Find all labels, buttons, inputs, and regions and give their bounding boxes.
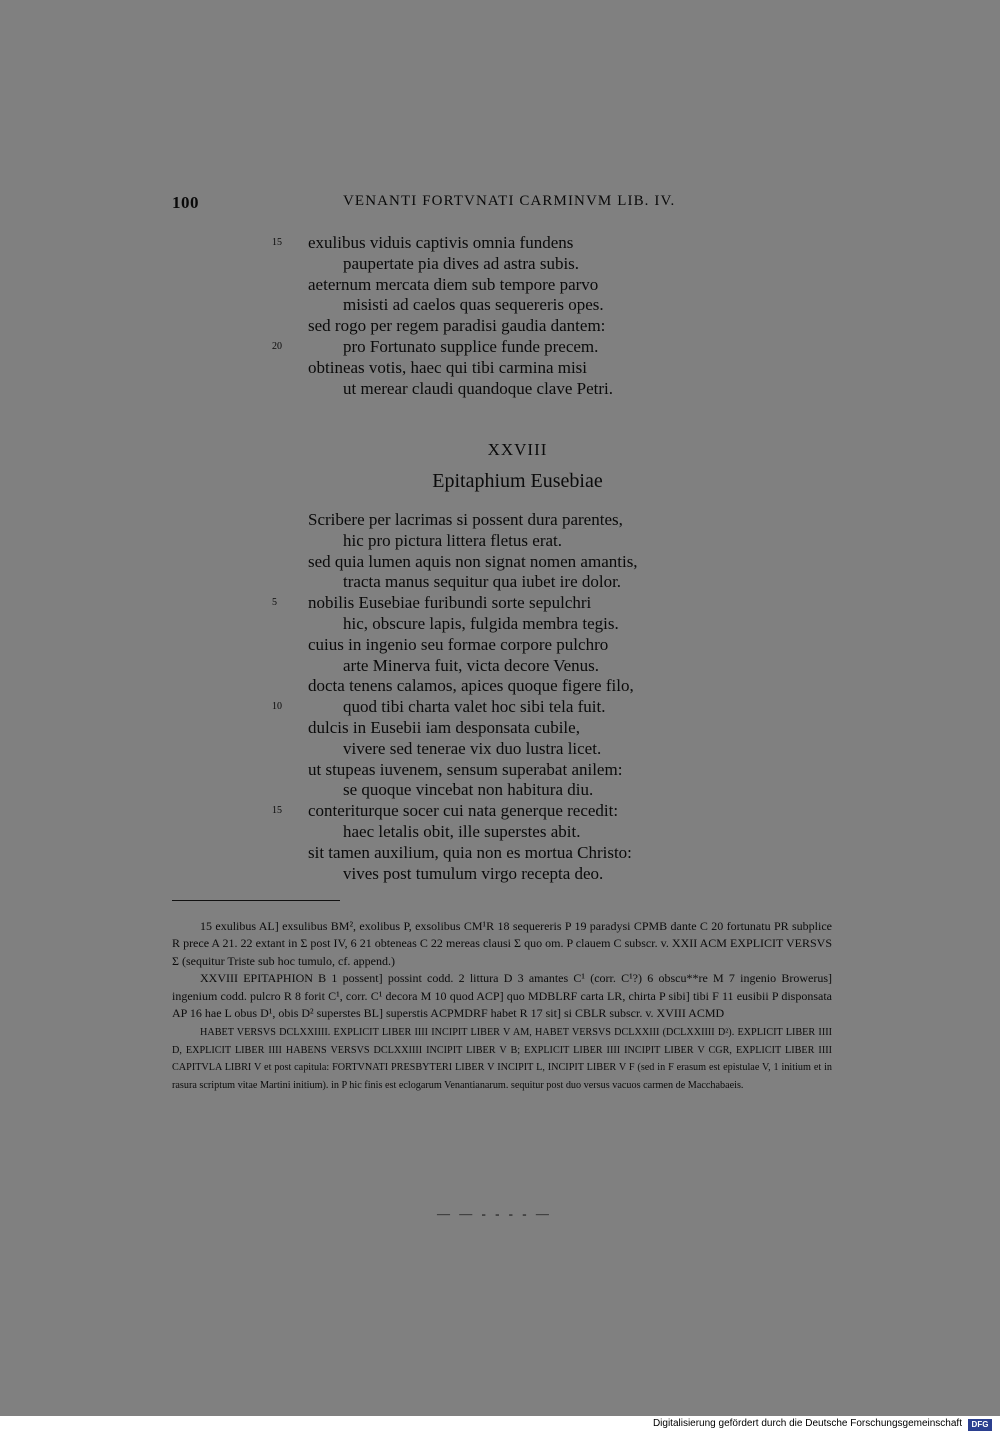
verse-text: docta tenens calamos, apices quoque figere filo,: [308, 676, 634, 696]
verse-text: se quoque vincebat non habitura diu.: [343, 780, 594, 800]
verse-line: [272, 572, 772, 593]
verse-line: [272, 739, 772, 760]
verse-line: [272, 718, 772, 739]
verse-line: [272, 614, 772, 635]
verse-text: sed rogo per regem paradisi gaudia dantem:: [308, 316, 606, 336]
verse-line: [272, 697, 772, 718]
apparatus-paragraph: XXVIII EPITAPHION B 1 possent] possint codd. 2 littura D 3 amantes C¹ (corr. C¹?) 6 obscu**re M 7 ingenio Browerus] ingenium codd. pulcro R 8 forit C¹, corr. C¹ decora M 10 quod ACP] quo MDBLRF carta LR, chirta P sibi] tibi F 11 eusibii P disponsata AP 16 hae L obus D¹, obis D² superstes BL] superstis ACPMDRF habet R 17 sit] si CBLR subscr. v. XVIII ACMD: [172, 971, 832, 1021]
verse-text: tracta manus sequitur qua iubet ire dolor.: [343, 572, 622, 592]
verse-block-top: [272, 233, 772, 399]
line-number: 20: [272, 340, 282, 352]
dfg-logo-icon: DFG: [968, 1419, 992, 1431]
line-number: 10: [272, 701, 282, 713]
verse-text: aeternum mercata diem sub tempore parvo: [308, 274, 599, 294]
verse-line: [272, 254, 772, 275]
verse-line: [272, 843, 772, 864]
verse-line: [272, 233, 772, 254]
verse-text: sed quia lumen aquis non signat nomen amantis,: [308, 551, 638, 571]
verse-text: sit tamen auxilium, quia non es mortua Christo:: [308, 842, 632, 862]
verse-text: arte Minerva fuit, victa decore Venus.: [343, 655, 600, 675]
poem-title: Epitaphium Eusebiae: [432, 470, 603, 492]
verse-text: paupertate pia dives ad astra subis.: [343, 253, 580, 273]
poem-number: XXVIII: [487, 440, 548, 459]
verse-line: [272, 801, 772, 822]
verse-line: [272, 531, 772, 552]
verse-text: dulcis in Eusebii iam desponsata cubile,: [308, 717, 580, 737]
verse-line: [272, 635, 772, 656]
verse-line: [272, 358, 772, 379]
verse-line: [272, 510, 772, 531]
verse-text: haec letalis obit, ille superstes abit.: [343, 821, 581, 841]
verse-line: [272, 316, 772, 337]
apparatus-paragraph: 15 exulibus AL] exsulibus BM², exolibus P, exsolibus CM¹R 18 sequereris P 19 paradysi CPMB dante C 20 fortunatu PR subplice R prece A 21. 22 extant in Σ post IV, 6 21 obteneas C 22 mereas clausi Σ quo om. P clauem C subscr. v. XXII ACM EXPLICIT VERSVS Σ (sequitur Triste sub hoc tumulo, cf. append.): [172, 919, 832, 968]
verse-text: vives post tumulum virgo recepta deo.: [343, 863, 604, 883]
critical-apparatus: [172, 918, 832, 1094]
verse-line: [272, 552, 772, 573]
credit-bar: [0, 1416, 1000, 1434]
verse-text: obtineas votis, haec qui tibi carmina misi: [308, 357, 588, 377]
verse-line: [272, 275, 772, 296]
verse-text: exulibus viduis captivis omnia fundens: [308, 233, 574, 252]
verse-block-poem: [272, 510, 772, 884]
verse-text: ut stupeas iuvenem, sensum superabat anilem:: [308, 759, 623, 779]
verse-line: [272, 295, 772, 316]
verse-line: [272, 864, 772, 885]
footnote-rule: [172, 900, 340, 901]
verse-text: ut merear claudi quandoque clave Petri.: [343, 378, 613, 398]
verse-text: vivere sed tenerae vix duo lustra licet.: [343, 738, 602, 758]
verse-line: [272, 760, 772, 781]
page-number: 100: [172, 193, 199, 212]
line-number: 15: [272, 237, 282, 248]
verse-line: [272, 780, 772, 801]
verse-text: misisti ad caelos quas sequereris opes.: [343, 295, 604, 315]
credit-text: Digitalisierung gefördert durch die Deutsche Forschungsgemeinschaft: [652, 1418, 962, 1429]
verse-line: [272, 337, 772, 358]
verse-text: nobilis Eusebiae furibundi sorte sepulchri: [308, 593, 592, 613]
verse-text: Scribere per lacrimas si possent dura parentes,: [308, 510, 623, 529]
verse-text: hic, obscure lapis, fulgida membra tegis.: [343, 613, 619, 633]
line-number: 5: [272, 597, 277, 609]
verse-line: [272, 656, 772, 677]
verse-line: [272, 822, 772, 843]
running-head: VENANTI FORTVNATI CARMINVM LIB. IV.: [343, 193, 676, 209]
end-ornament: — — - - - - —: [437, 1206, 552, 1221]
apparatus-paragraph: HABET VERSVS DCLXXIIII. EXPLICIT LIBER IIII INCIPIT LIBER V AM, HABET VERSVS DCLXXIII (DCLXXIIII D²). EXPLICIT LIBER IIII D, EXPLICIT LIBER IIII HABENS VERSVS DCLXXIIII INCIPIT LIBER V B; EXPLICIT LIBER IIII INCIPIT LIBER V CGR, EXPLICIT LIBER IIII CAPITVLA LIBRI V et post capitula: FORTVNATI PRESBYTERI LIBER V INCIPIT L, INCIPIT LIBER V F (sed in F erasum est epistulae V, 1 initium et in rasura scriptum vitae Martini initium). in P hic finis est eclogarum Venantianarum. sequitur post duo versus vacuos carmen de Macchabaeis.: [172, 1027, 832, 1091]
verse-text: pro Fortunato supplice funde precem.: [343, 336, 599, 356]
verse-text: cuius in ingenio seu formae corpore pulchro: [308, 634, 609, 654]
verse-text: quod tibi charta valet hoc sibi tela fuit.: [343, 697, 606, 717]
verse-line: [272, 379, 772, 400]
verse-text: hic pro pictura littera fletus erat.: [343, 530, 563, 550]
verse-text: conteriturque socer cui nata generque recedit:: [308, 801, 619, 821]
verse-line: [272, 593, 772, 614]
line-number: 15: [272, 805, 282, 817]
verse-line: [272, 676, 772, 697]
